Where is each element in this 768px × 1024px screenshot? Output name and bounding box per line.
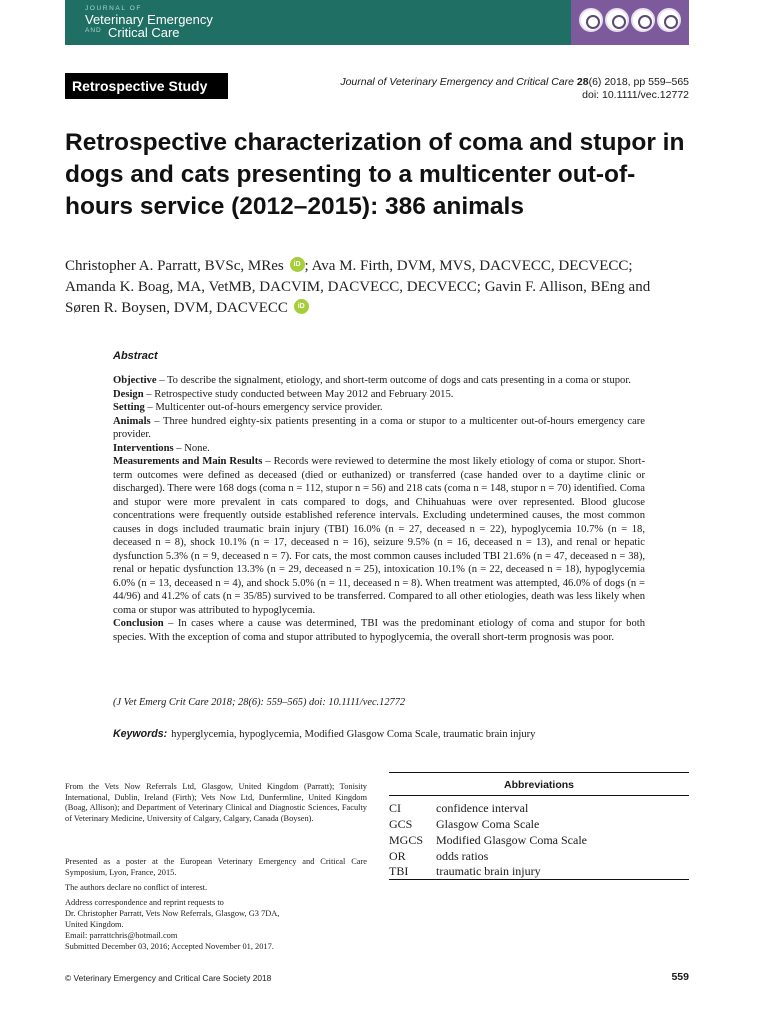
journal-header-band [65,0,689,45]
abstract-citation: (J Vet Emerg Crit Care 2018; 28(6): 559–565) doi: 10.1111/vec.12772 [113,697,406,708]
article-title: Retrospective characterization of coma and stupor in dogs and cats presenting to a multicenter out-of-hours service (2012–2015): 386 animals [65,129,685,220]
abstract-section: Setting – Multicenter out-of-hours emergency service provider. [113,402,383,413]
citation-volume: 28 [576,76,589,88]
author-first: Christopher A. Parratt, BVSc, MRes [65,258,284,274]
abbreviations-box: Abbreviations CI confidence interval GCS Glasgow Coma Scale MGCS Modified Glasgow Coma Scale OR odds ratios TBI traumatic brain injury [389,772,689,880]
abstract-section: Measurements and Main Results – Records were reviewed to determine the most likely etiology of coma or stupor. Short-term outcomes were defined as deceased (died or euthanized) or transferred (case handed over to a daytime clinic or discharged). There were 168 dogs (coma n = 112, stupor n = 56) and 218 cats (coma n = 148, stupor n = 70) identified. Coma and stupor were more prevalent in cats compared to dogs, and Chihuahuas were over represented. Blood glucose concentrations were frequently outside established reference intervals. Excluding undetermined causes, the most common causes in dogs included traumatic brain injury (TBI) 16.0% (n = 27, deceased n = 22), hypoglycemia 10.7% (n = 18, deceased n = 8), shock 10.1% (n = 17, deceased n = 16), seizure 9.5% (n = 16, deceased n = 13), and renal or hepatic dysfunction 5.3% (n = 9, deceased n = 7). For cats, the most common causes included TBI 21.6% (n = 47, deceased n = 38), renal or hepatic dysfunction 13.3% (n = 29, deceased n = 25), intoxication 10.1% (n = 22, deceased n = 18), hypoglycemia 6.0% (n = 13, deceased n = 4), and shock 5.0% (n = 11, deceased n = 8). When treatment was attempted, 46.0% of dogs (n = 44/96) and 41.2% of cats (n = 35/85) survived to be transferred. Compared to all other etiologies, death was less likely when coma or stupor was attributed to hypoglycemia. [113,456,645,616]
abstract-section: Objective – To describe the signalment, etiology, and short-term outcome of dogs and cats presenting in a coma or stupor. [113,375,631,386]
abstract-section: Conclusion – In cases where a cause was determined, TBI was the predominant etiology of coma and stupor for both species. With the exception of coma and stupor attributed to hypoglycemia, the overall short-term prognosis was poor. [113,618,645,643]
society-seal-icon [631,8,655,32]
citation-issue-pages: (6) 2018, pp 559–565 [588,76,689,88]
affiliations-note: From the Vets Now Referrals Ltd, Glasgow, United Kingdom (Parratt); Tonisity International, Dublin, Ireland (Firth); Vets Now Ltd, Dunfermline, United Kingdom (Boag, Allison); and Department of Veterinary Clinical and Diagnostic Sciences, Faculty of Veterinary Medicine, University of Calgary, Calgary, Canada (Boysen). [65,782,367,823]
abstract-heading: Abstract [113,350,158,362]
journal-name-line2: Critical Care [108,25,180,40]
author-rest: ; Ava M. Firth, DVM, MVS, DACVECC, DECVECC; Amanda K. Boag, MA, VetMB, DACVIM, DACVECC, DECVECC; Gavin F. Allison, BEng and Søren R. Boysen, DVM, DACVECC [65,258,651,316]
copyright-footer: © Veterinary Emergency and Critical Care Society 2018 [65,973,272,983]
conflict-note: The authors declare no conflict of interest. [65,883,208,892]
journal-name-line1: Veterinary Emergency [85,12,213,27]
abstract-body [113,374,645,644]
abbreviations-rule [389,795,689,796]
abbreviations-title: Abbreviations [503,779,574,791]
orcid-icon[interactable]: iD [294,299,309,314]
journal-of-label: JOURNAL OF [85,5,142,12]
author-list [65,256,675,319]
journal-and-label: AND [85,27,102,34]
study-type-label: Retrospective Study [65,73,228,99]
dates-note: Submitted December 03, 2016; Accepted November 01, 2017. [65,942,274,951]
email-link[interactable]: Email: parrattchris@hotmail.com [65,931,178,940]
society-seal-icon [579,8,603,32]
journal-citation [340,76,689,88]
doi-link[interactable]: doi: 10.1111/vec.12772 [582,89,689,101]
society-seal-icon [605,8,629,32]
abstract-section: Interventions – None. [113,442,210,454]
address-note-line1: Address correspondence and reprint requests to [65,898,224,907]
page-number: 559 [671,971,689,983]
keywords-line [113,728,535,740]
address-note-line2: Dr. Christopher Parratt, Vets Now Referrals, Glasgow, G3 7DA, [65,909,280,918]
citation-journal: Journal of Veterinary Emergency and Critical Care [340,76,574,88]
society-seals [571,0,689,45]
address-note-line3: United Kingdom. [65,920,124,929]
abstract-section: Design – Retrospective study conducted between May 2012 and February 2015. [113,388,454,400]
abstract-section: Animals – Three hundred eighty-six patients presenting in a coma or stupor to a multicenter out-of-hours emergency care provider. [113,415,645,440]
poster-note: Presented as a poster at the European Veterinary Emergency and Critical Care Symposium, Lyon, France, 2015. [65,857,367,877]
keywords-label: Keywords: [113,728,168,740]
keywords-text: hyperglycemia, hypoglycemia, Modified Glasgow Coma Scale, traumatic brain injury [171,729,536,740]
orcid-icon[interactable]: iD [290,257,305,272]
society-seal-icon [657,8,681,32]
